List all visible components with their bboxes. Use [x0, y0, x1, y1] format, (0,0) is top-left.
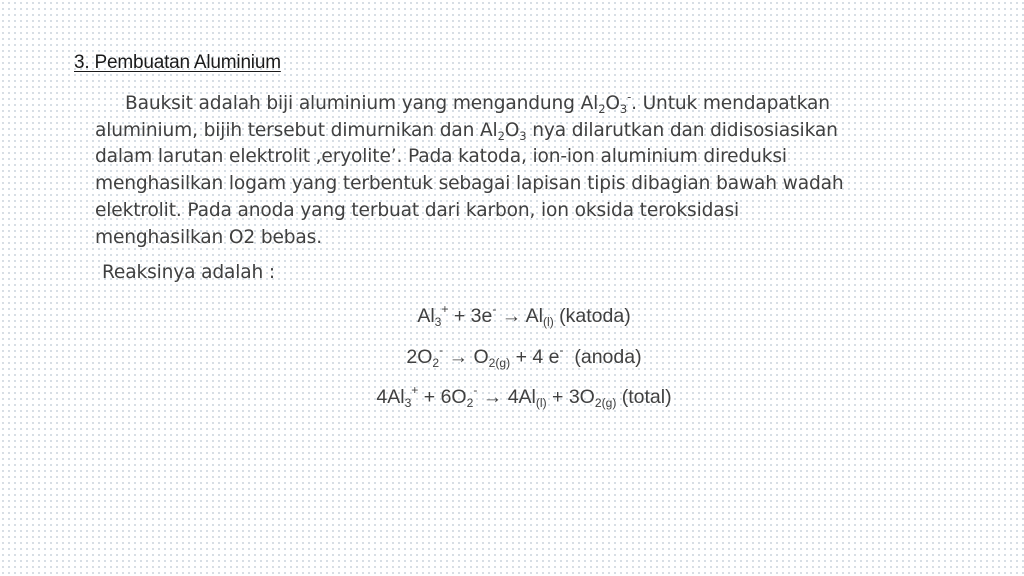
arrow-icon: → — [496, 305, 526, 327]
superscript: - — [473, 382, 478, 397]
body-paragraph — [95, 91, 935, 251]
subscript: 2 — [598, 102, 606, 117]
text-segment: . Untuk mendapatkan — [631, 93, 830, 114]
superscript: - — [627, 89, 632, 104]
eq-term: Al — [525, 305, 543, 327]
equations-block — [0, 298, 1024, 420]
eq-term: + 6O — [418, 386, 467, 408]
text-segment: O — [605, 93, 620, 114]
eq-term: Al — [417, 305, 435, 327]
subscript: 3 — [434, 315, 442, 330]
superscript: - — [492, 301, 497, 316]
superscript: - — [439, 342, 444, 357]
eq-term: + 3O — [546, 386, 595, 408]
eq-term: 4Al — [507, 386, 536, 408]
arrow-icon: → — [477, 386, 508, 408]
subscript: 3 — [404, 396, 412, 411]
superscript: + — [411, 382, 419, 397]
subscript: 2 — [497, 128, 505, 143]
paragraph-line-2 — [95, 118, 935, 145]
paragraph-line-4: menghasilkan logam yang terbentuk sebagai lapisan tipis dibagian bawah wadah — [95, 173, 844, 195]
equation-cathode — [0, 298, 1024, 339]
equation-total — [0, 379, 1024, 420]
subscript: 2(g) — [488, 355, 511, 370]
subscript: 2 — [432, 355, 440, 370]
superscript: + — [441, 301, 449, 316]
text-segment: O — [504, 119, 520, 141]
text-segment: nya dilarutkan dan didisosiasikan — [526, 119, 838, 141]
paragraph-line-5: elektrolit. Pada anoda yang terbuat dari karbon, ion oksida teroksidasi — [95, 199, 740, 221]
text-segment: Bauksit adalah biji aluminium yang mengandung Al — [125, 93, 599, 114]
eq-term: 4Al — [376, 386, 405, 408]
reaction-intro: Reaksinya adalah : — [102, 262, 276, 283]
subscript: 2(g) — [594, 396, 617, 411]
eq-label: (anoda) — [563, 345, 642, 368]
eq-term: O — [473, 345, 489, 368]
eq-term: + 3e — [448, 305, 493, 327]
subscript: 2 — [466, 396, 474, 411]
text-segment: aluminium, bijih tersebut dimurnikan dan Al — [95, 119, 498, 141]
equation-anode — [0, 339, 1024, 380]
subscript: (l) — [535, 396, 547, 411]
arrow-icon: → — [443, 345, 474, 368]
slide-title: 3. Pembuatan Aluminium — [74, 52, 281, 73]
eq-label: (katoda) — [553, 305, 631, 327]
paragraph-line-3: dalam larutan elektrolit ,eryolite’. Pada katoda, ion-ion aluminium direduksi — [95, 146, 787, 168]
subscript: 3 — [519, 128, 527, 143]
eq-term: + 4 e — [510, 345, 560, 368]
paragraph-line-1 — [95, 91, 935, 118]
subscript: (l) — [543, 315, 554, 330]
paragraph-line-6: menghasilkan O2 bebas. — [95, 226, 322, 248]
subscript: 3 — [619, 102, 628, 117]
eq-label: (total) — [616, 386, 672, 408]
superscript: - — [559, 342, 564, 357]
eq-term: 2O — [406, 345, 433, 368]
